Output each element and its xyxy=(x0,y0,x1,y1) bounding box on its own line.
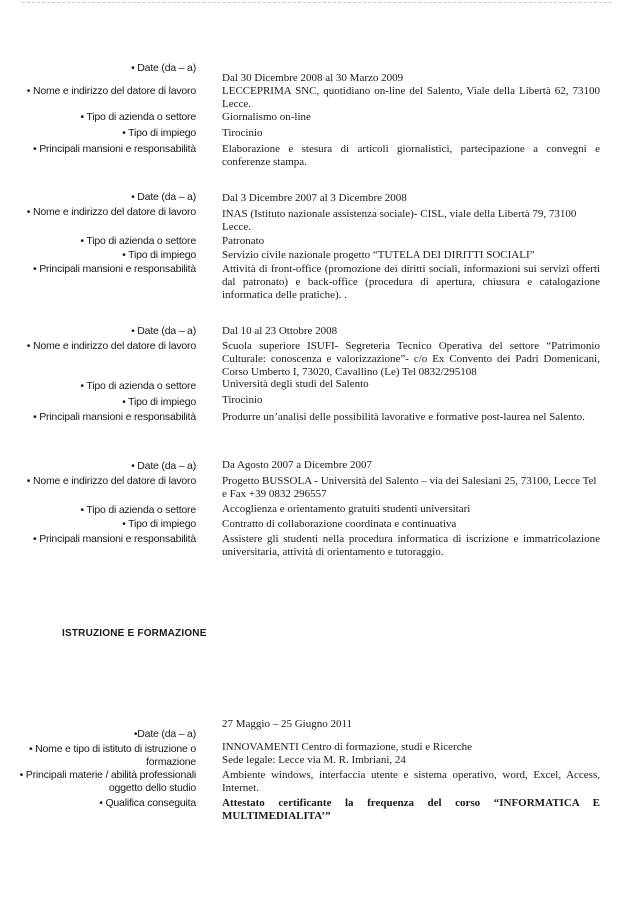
top-divider xyxy=(22,2,612,3)
duties-label: • Principali mansioni e responsabilità xyxy=(33,533,196,545)
job-type-value: Tirocinio xyxy=(222,394,263,406)
duties-value: Attività di front-office (promozione dei diritti sociali, informazioni sui servizi offerti dal patronato) e back-office (procedura di apertura, chiusura e catalogazione informatica delle pratiche). . xyxy=(222,263,600,301)
sector-value: Università degli studi del Salento xyxy=(222,378,369,390)
institute-address: Sede legale: Lecce via M. R. Imbriani, 24 xyxy=(222,754,406,766)
job-type-value: Contratto di collaborazione coordinata e continuativa xyxy=(222,518,457,530)
employer-label: • Nome e indirizzo del datore di lavoro xyxy=(26,206,196,218)
date-value: Dal 10 al 23 Ottobre 2008 xyxy=(222,325,338,337)
date-value: Da Agosto 2007 a Dicembre 2007 xyxy=(222,459,372,471)
job-type-label: • Tipo di impiego xyxy=(122,249,196,261)
date-label: • Date (da – a) xyxy=(131,191,196,203)
sector-value: Patronato xyxy=(222,235,265,247)
section-title-education: ISTRUZIONE E FORMAZIONE xyxy=(62,628,207,639)
education-date-value: 27 Maggio – 25 Giugno 2011 xyxy=(222,718,353,730)
date-label: • Date (da – a) xyxy=(131,62,196,74)
sector-label: • Tipo di azienda o settore xyxy=(80,235,196,247)
sector-value: Accoglienza e orientamento gratuiti studenti universitari xyxy=(222,503,471,515)
qualification-label: • Qualifica conseguita xyxy=(99,797,196,809)
duties-value: Assistere gli studenti nella procedura informatica di iscrizione e immatricolazione universitaria, attività di orientamento e tutoraggio. xyxy=(222,533,600,558)
job-type-label: • Tipo di impiego xyxy=(122,396,196,408)
institute-label: • Nome e tipo di istituto di istruzione o formazione xyxy=(28,743,196,768)
duties-value: Produrre un’analisi delle possibilità lavorative e formative post-laurea nel Salento. xyxy=(222,411,585,423)
job-type-value: Tirocinio xyxy=(222,127,263,139)
subjects-label: • Principali materie / abilità professionali oggetto dello studio xyxy=(19,769,196,794)
duties-label: • Principali mansioni e responsabilità xyxy=(33,143,196,155)
sector-label: • Tipo di azienda o settore xyxy=(80,504,196,516)
employer-label: • Nome e indirizzo del datore di lavoro xyxy=(26,85,196,97)
employer-value: Progetto BUSSOLA - Università del Salento – via dei Salesiani 25, 73100, Lecce Tel e Fax +39 0832 296557 xyxy=(222,475,597,500)
date-label: • Date (da – a) xyxy=(131,325,196,337)
duties-value: Elaborazione e stesura di articoli giornalistici, partecipazione a convegni e conferenze stampa. xyxy=(222,143,600,168)
duties-label: • Principali mansioni e responsabilità xyxy=(33,411,196,423)
employer-value: LECCEPRIMA SNC, quotidiano on-line del Salento, Viale della Libertà 62, 73100 Lecce. xyxy=(222,85,600,110)
education-date-label: •Date (da – a) xyxy=(133,728,196,740)
date-value: Dal 30 Dicembre 2008 al 30 Marzo 2009 xyxy=(222,72,404,84)
duties-label: • Principali mansioni e responsabilità xyxy=(33,263,196,275)
date-label: • Date (da – a) xyxy=(131,460,196,472)
employer-value: Scuola superiore ISUFI- Segreteria Tecnico Operativa del settore “Patrimonio Culturale: conoscenza e valorizzazione”- c/o Ex Convento dei Padri Domenicani, Corso Umberto I, 73020, Cavallino (Le) Tel 0832/295108 xyxy=(222,340,600,378)
sector-label: • Tipo di azienda o settore xyxy=(80,380,196,392)
subjects-value: Ambiente windows, interfaccia utente e sistema operativo, word, Excel, Access, Internet. xyxy=(222,769,600,794)
sector-value: Giornalismo on-line xyxy=(222,111,311,123)
sector-label: • Tipo di azienda o settore xyxy=(80,111,196,123)
employer-label: • Nome e indirizzo del datore di lavoro xyxy=(26,340,196,352)
job-type-value: Servizio civile nazionale progetto “TUTELA DEI DIRITTI SOCIALI” xyxy=(222,249,535,261)
employer-value: INAS (Istituto nazionale assistenza sociale)- CISL, viale della Libertà 79, 73100 Lecce. xyxy=(222,208,577,233)
employer-label: • Nome e indirizzo del datore di lavoro xyxy=(26,475,196,487)
job-type-label: • Tipo di impiego xyxy=(122,127,196,139)
date-value: Dal 3 Dicembre 2007 al 3 Dicembre 2008 xyxy=(222,192,407,204)
institute-value: INNOVAMENTI Centro di formazione, studi e Ricerche xyxy=(222,741,472,753)
job-type-label: • Tipo di impiego xyxy=(122,518,196,530)
qualification-value: Attestato certificante la frequenza del corso “INFORMATICA E MULTIMEDIALITA’” xyxy=(222,797,600,822)
